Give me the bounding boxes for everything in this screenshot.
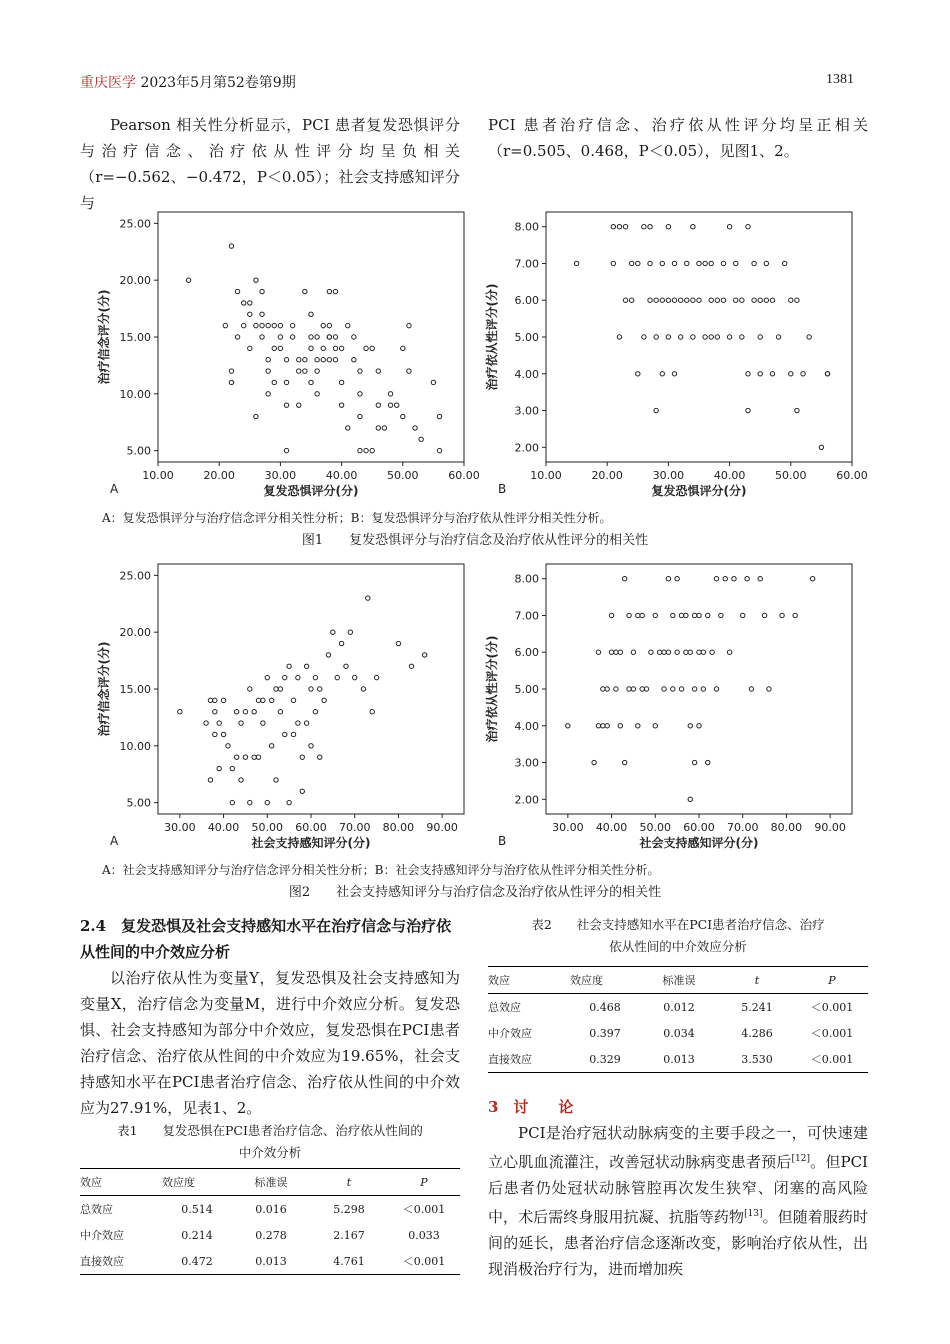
table-header-row: [488, 967, 868, 994]
table-cell: ＜0.001: [388, 1248, 460, 1275]
table-header-row: [80, 1169, 460, 1196]
x-tick-label: 80.00: [382, 821, 415, 834]
table-cell: 4.761: [310, 1248, 388, 1275]
y-tick-label: 20.00: [119, 274, 151, 288]
table-row: [488, 1046, 868, 1073]
table-cell: 总效应: [488, 1001, 521, 1014]
panel-label: A: [110, 482, 119, 496]
x-tick-label: 60.00: [683, 821, 715, 834]
x-tick-label: 10.00: [142, 469, 174, 482]
x-tick-label: 20.00: [591, 469, 623, 482]
table-header-cell: 效应: [488, 967, 570, 994]
table-cell: ＜0.001: [402, 1203, 446, 1216]
section-2-4-body: 以治疗依从性为变量Y，复发恐惧及社会支持感知为变量X，治疗信念为变量M，进行中介效应分析。复发恐惧、社会支持感知为部分中介效应，复发恐惧在PCI患者治疗信念、治疗依从性间的中介效应为19.65%，社会支持感知水平在PCI患者治疗信念、治疗依从性间的中介效应为27.91%，见表1、2。: [80, 969, 460, 1117]
panel-label: B: [498, 482, 507, 496]
table2-title-line2: 依从性间的中介效应分析: [609, 939, 747, 954]
x-axis-label: 复发恐惧评分(分): [651, 484, 747, 498]
table1-title-line1: 表1 复发恐惧在PCI患者治疗信念、治疗依从性间的: [117, 1123, 423, 1138]
table-header-cell: 效应度: [162, 1169, 232, 1196]
table-cell: 0.278: [255, 1228, 287, 1242]
figure1-title: 图1 复发恐惧评分与治疗信念及治疗依从性评分的相关性: [301, 533, 649, 548]
journal-issue: 2023年5月第52卷第9期: [140, 75, 296, 91]
y-tick-label: 7.00: [514, 257, 539, 271]
x-tick-label: 60.00: [295, 821, 327, 834]
x-tick-label: 70.00: [338, 821, 371, 834]
y-tick-label: 2.00: [514, 441, 539, 455]
table-cell: 直接效应: [80, 1248, 162, 1275]
figure2a-chart: [90, 558, 470, 858]
x-tick-label: 40.00: [713, 469, 746, 482]
table2: [488, 966, 868, 1073]
table-row: [80, 1196, 460, 1223]
y-axis-label: 治疗依从性评分(分): [485, 283, 499, 391]
panel-label: A: [110, 834, 119, 848]
x-axis-label: 复发恐惧评分(分): [263, 484, 359, 498]
y-tick-label: 7.00: [514, 609, 539, 623]
table2-title-line1: 表2 社会支持感知水平在PCI患者治疗信念、治疗: [531, 917, 825, 932]
table2-title: [488, 914, 868, 958]
x-tick-label: 50.00: [251, 821, 284, 834]
x-axis-label: 社会支持感知评分(分): [251, 836, 371, 850]
y-tick-label: 6.00: [514, 294, 539, 308]
table-cell: 直接效应: [488, 1046, 570, 1073]
table-cell: 0.013: [232, 1248, 310, 1275]
x-tick-label: 50.00: [639, 821, 672, 834]
page-number: 1381: [826, 72, 854, 87]
panel-label: B: [498, 834, 507, 848]
y-tick-label: 2.00: [514, 793, 539, 807]
table-cell: 0.016: [255, 1202, 287, 1216]
y-tick-label: 5.00: [126, 444, 151, 458]
y-tick-label: 5.00: [514, 331, 539, 344]
x-tick-label: 70.00: [726, 821, 759, 834]
y-tick-label: 4.00: [514, 719, 539, 733]
x-tick-label: 40.00: [207, 821, 240, 834]
section-3-text-b: 。但PCI后患者仍处冠状动脉管腔再次发生狭窄、闭塞的高风险中，术后需终身服用抗凝、抗脂等药物: [488, 1153, 868, 1226]
x-tick-label: 90.00: [426, 821, 458, 834]
x-tick-label: 80.00: [770, 821, 803, 834]
x-tick-label: 40.00: [595, 821, 628, 834]
section-2-4-heading: 2.4 复发恐惧及社会支持感知水平在治疗信念与治疗依从性间的中介效应分析: [80, 917, 452, 961]
x-tick-label: 60.00: [836, 469, 868, 482]
table-cell: ＜0.001: [796, 1046, 868, 1073]
citation-13: [13]: [744, 1209, 763, 1219]
table-cell: 0.514: [181, 1202, 213, 1216]
citation-12: [12]: [791, 1154, 810, 1164]
table-header-cell: t: [310, 1169, 388, 1196]
y-tick-label: 10.00: [119, 387, 151, 401]
journal-header: [80, 72, 296, 92]
table-cell: 0.472: [162, 1248, 232, 1275]
y-tick-label: 5.00: [514, 683, 539, 696]
x-tick-label: 30.00: [164, 821, 196, 834]
y-tick-label: 25.00: [119, 569, 151, 583]
table-cell: 中介效应: [488, 1027, 532, 1040]
table-cell: 总效应: [80, 1203, 113, 1216]
y-tick-label: 6.00: [514, 646, 539, 660]
table-cell: 0.033: [408, 1228, 440, 1242]
table-cell: 4.286: [741, 1026, 773, 1040]
table-cell: ＜0.001: [810, 1027, 854, 1040]
x-tick-label: 30.00: [552, 821, 584, 834]
section-3-body: [488, 1120, 868, 1282]
table-header-cell: P: [388, 1169, 460, 1196]
figure1b-chart: [478, 206, 868, 506]
table-cell: 中介效应: [80, 1229, 124, 1242]
table1-title-line2: 中介效分析: [238, 1145, 302, 1160]
section-3-text-a: PCI是治疗冠状动脉病变的主要手段之一，可快速建立心肌血流灌注，改善冠状动脉病变患者预后: [488, 1124, 868, 1171]
table-cell: 0.214: [181, 1228, 213, 1242]
y-tick-label: 25.00: [119, 217, 151, 231]
section-3-heading: 3 讨 论: [488, 1098, 574, 1116]
y-axis-label: 治疗信念评分(分): [97, 641, 111, 737]
table-header-cell: 效应度: [570, 967, 640, 994]
plot-frame: [546, 564, 852, 814]
figure1a-chart: [90, 206, 480, 506]
table-cell: 0.329: [570, 1046, 640, 1073]
y-axis-label: 治疗依从性评分(分): [485, 635, 499, 743]
y-tick-label: 15.00: [119, 683, 151, 696]
y-tick-label: 20.00: [119, 626, 151, 640]
figure2b-chart: [478, 558, 858, 858]
x-tick-label: 30.00: [652, 469, 685, 482]
table-cell: 0.034: [663, 1026, 695, 1040]
table-header-cell: 效应: [80, 1169, 162, 1196]
y-tick-label: 3.00: [514, 756, 539, 770]
x-tick-label: 90.00: [814, 821, 846, 834]
table-cell: 2.167: [333, 1228, 365, 1242]
table-row: [80, 1222, 460, 1248]
figure2-caption: A：社会支持感知评分与治疗信念评分相关性分析；B：社会支持感知评分与治疗依从性评分相关性分析。: [102, 863, 660, 877]
y-axis-label: 治疗信念评分(分): [97, 289, 111, 385]
plot-frame: [158, 564, 464, 814]
plot-frame: [546, 212, 852, 462]
table-row: [80, 1248, 460, 1275]
table-header-cell: t: [718, 967, 796, 994]
x-tick-label: 20.00: [203, 469, 235, 482]
x-tick-label: 50.00: [775, 469, 807, 482]
y-tick-label: 8.00: [514, 220, 539, 234]
y-tick-label: 10.00: [119, 739, 151, 753]
table-cell: 0.012: [663, 1000, 695, 1014]
x-tick-label: 40.00: [325, 469, 358, 482]
table-cell: 0.397: [589, 1026, 621, 1040]
y-tick-label: 3.00: [514, 404, 539, 418]
journal-name: 重庆医学: [80, 75, 136, 91]
y-tick-label: 5.00: [126, 796, 151, 810]
table-cell: ＜0.001: [810, 1001, 854, 1014]
table-cell: 5.298: [333, 1202, 365, 1216]
y-tick-label: 8.00: [514, 572, 539, 586]
figure1-caption: A：复发恐惧评分与治疗信念评分相关性分析；B：复发恐惧评分与治疗依从性评分相关性分析。: [102, 511, 612, 525]
table-row: [488, 1020, 868, 1046]
table1: [80, 1168, 460, 1275]
table-header-cell: 标准误: [640, 967, 718, 994]
section-3-text-c: 。但随着服药时间的延长，患者治疗信念逐渐改变，影响治疗依从性，出现消极治疗行为，进而增加疾: [488, 1208, 868, 1278]
intro-right-paragraph: PCI 患者治疗信念、治疗依从性评分均呈正相关（r=0.505、0.468，P＜0.05），见图1、2。: [488, 116, 868, 160]
intro-left-paragraph: Pearson 相关性分析显示，PCI 患者复发恐惧评分与治疗信念、治疗依从性评分均呈负相关（r=−0.562、−0.472，P＜0.05）；社会支持感知评分与: [80, 116, 460, 212]
table-header-cell: P: [796, 967, 868, 994]
table-cell: 0.013: [640, 1046, 718, 1073]
y-tick-label: 15.00: [119, 331, 151, 344]
x-tick-label: 30.00: [264, 469, 297, 482]
x-tick-label: 10.00: [530, 469, 562, 482]
table-cell: 3.530: [718, 1046, 796, 1073]
table-cell: 5.241: [741, 1000, 773, 1014]
x-tick-label: 50.00: [387, 469, 419, 482]
figure2-title: 图2 社会支持感知评分与治疗信念及治疗依从性评分的相关性: [288, 885, 662, 900]
table-cell: 0.468: [589, 1000, 621, 1014]
table1-title: [80, 1120, 460, 1164]
table-header-cell: 标准误: [232, 1169, 310, 1196]
plot-frame: [158, 212, 464, 462]
table-row: [488, 994, 868, 1021]
y-tick-label: 4.00: [514, 367, 539, 381]
x-tick-label: 60.00: [448, 469, 480, 482]
x-axis-label: 社会支持感知评分(分): [639, 836, 759, 850]
